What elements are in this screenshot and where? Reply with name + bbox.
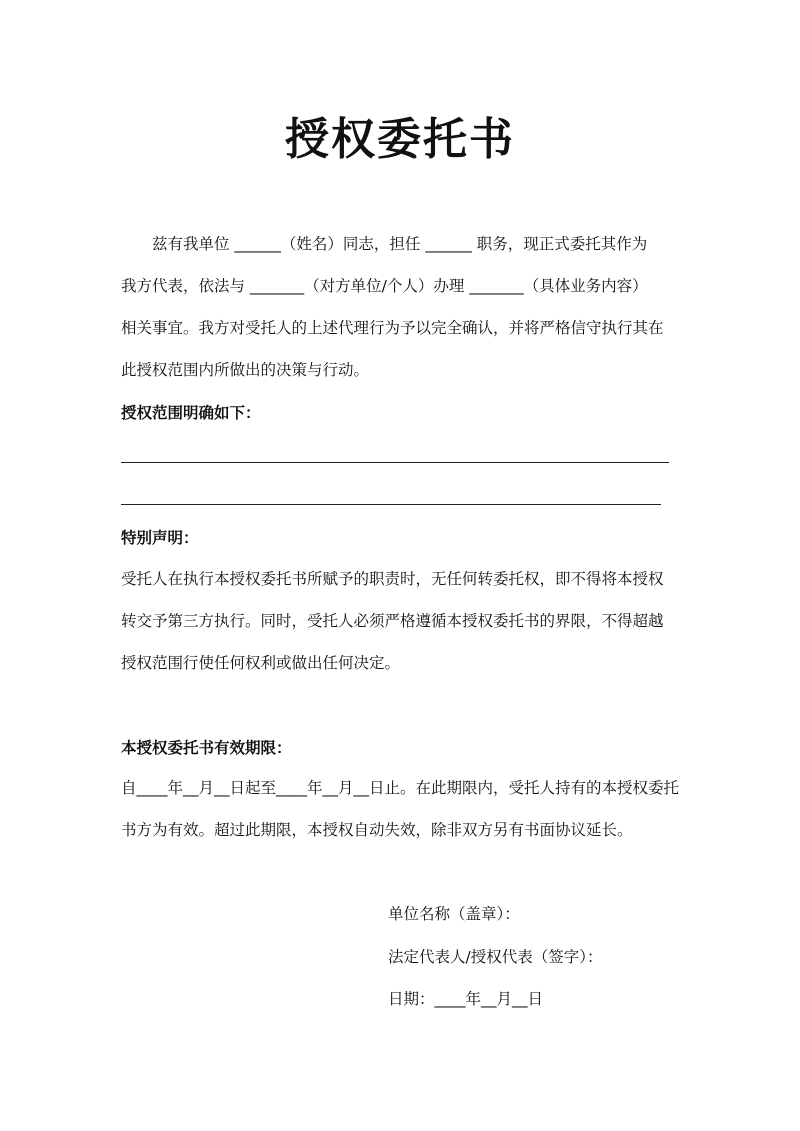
validity-line-1: 自____年__月__日起至____年__月__日止。在此期限内，受托人持有的本授权委托 xyxy=(121,779,680,797)
scope-heading: 授权范围明确如下： xyxy=(121,404,261,422)
validity-line-2: 书方为有效。超过此期限，本授权自动失效，除非双方另有书面协议延长。 xyxy=(121,821,633,839)
validity-heading: 本授权委托书有效期限： xyxy=(121,739,292,757)
special-line-3: 授权范围行使任何权利或做出任何决定。 xyxy=(121,654,401,672)
intro-line-4: 此授权范围内所做出的决策与行动。 xyxy=(121,361,370,379)
scope-blank-line-1 xyxy=(121,462,669,463)
intro-line-2: 我方代表，依法与 _______（对方单位/个人）办理 _______（具体业务内容） xyxy=(121,277,648,295)
intro-line-1: 兹有我单位 ______（姓名）同志，担任 ______ 职务，现正式委托其作为 xyxy=(152,235,648,253)
signature-representative: 法定代表人/授权代表（签字）： xyxy=(388,948,603,966)
scope-blank-line-2 xyxy=(121,504,661,505)
document-title: 授权委托书 xyxy=(285,114,515,165)
validity-paragraph xyxy=(121,767,686,851)
intro-paragraph xyxy=(121,223,686,391)
signature-unit-name: 单位名称（盖章）： xyxy=(388,905,520,923)
special-line-2: 转交予第三方执行。同时，受托人必须严格遵循本授权委托书的界限，不得超越 xyxy=(121,612,664,630)
signature-date: 日期：____年__月__日 xyxy=(388,990,544,1008)
special-paragraph xyxy=(121,558,686,684)
special-heading: 特别声明： xyxy=(121,529,199,547)
special-line-1: 受托人在执行本授权委托书所赋予的职责时，无任何转委托权，即不得将本授权 xyxy=(121,570,664,588)
intro-line-3: 相关事宜。我方对受托人的上述代理行为予以完全确认，并将严格信守执行其在 xyxy=(121,319,664,337)
